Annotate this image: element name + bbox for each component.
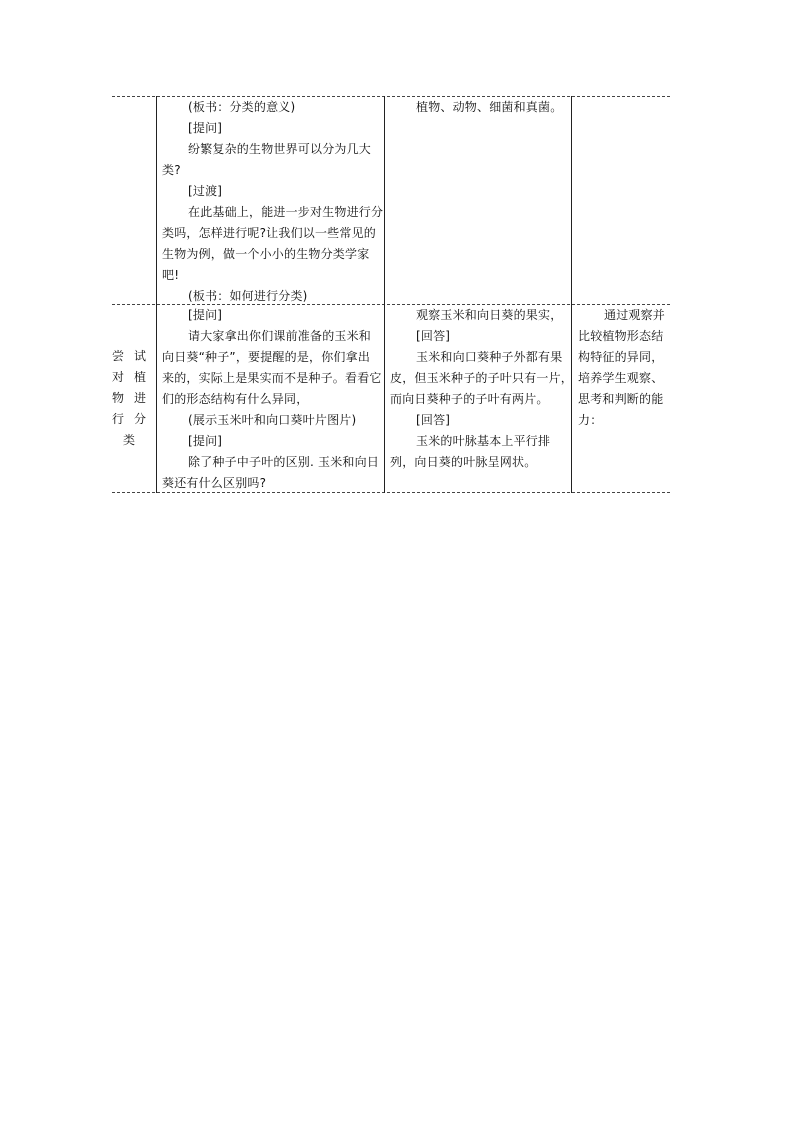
text-line: 生物为例，做一个小小的生物分类学家 <box>162 247 370 261</box>
text-line: 在此基础上，能进一步对生物进行分 <box>188 205 384 219</box>
board-note-line: (板书：如何进行分类) <box>188 289 308 303</box>
stage-label-line: 类 <box>122 433 145 447</box>
text-line: 们的形态结构有什么异同， <box>162 392 309 406</box>
row2-design-intent-cell <box>578 305 670 431</box>
image-note-line: (展示玉米叶和向口葵叶片图片) <box>188 413 357 427</box>
text-line: 请大家拿出你们课前准备的玉米和 <box>188 329 372 343</box>
text-line: 而向日葵种子的子叶有两片。 <box>390 392 549 406</box>
text-line: 除了种子中子叶的区别. 玉米和向日 <box>188 455 380 469</box>
prompt-label: [提问] <box>188 434 223 448</box>
text-line: 向日葵“种子”，要提醒的是，你们拿出 <box>162 350 371 364</box>
row1-teacher-activity-cell <box>162 97 382 307</box>
row2-stage-cell <box>112 346 156 451</box>
stage-label-line: 对植 <box>112 370 157 384</box>
text-line: 思考和判断的能 <box>578 392 664 406</box>
board-note-line: (板书：分类的意义) <box>188 100 296 114</box>
text-line: 纷繁复杂的生物世界可以分为几大 <box>188 142 372 156</box>
text-line: 皮，但玉米种子的子叶只有一片， <box>390 371 574 385</box>
stage-label-line: 行分 <box>112 412 157 426</box>
text-line: 列，向日葵的叶脉呈网状。 <box>390 455 537 469</box>
text-line: 构特征的异同， <box>578 350 664 364</box>
row2-teacher-activity-cell <box>162 305 382 494</box>
stage-label-line: 物进 <box>112 391 157 405</box>
text-line: 葵还有什么区别吗? <box>162 476 267 490</box>
text-line: 观察玉米和向日葵的果实， <box>416 308 563 322</box>
text-line: 吧! <box>162 268 180 282</box>
prompt-label: [提问] <box>188 308 223 322</box>
answer-label: [回答] <box>416 329 451 343</box>
text-line: 比较植物形态结 <box>578 329 664 343</box>
text-line: 力： <box>578 413 603 427</box>
text-line: 来的，实际上是果实而不是种子。看看它 <box>162 371 382 385</box>
row1-student-activity-cell <box>390 97 568 118</box>
column-divider-3 <box>571 96 572 493</box>
text-line: 类吗，怎样进行呢?让我们以一些常见的 <box>162 226 376 240</box>
text-line: 玉米的叶脉基本上平行排 <box>416 434 551 448</box>
column-divider-1 <box>156 96 157 493</box>
text-line: 玉米和向口葵种子外都有果 <box>416 350 563 364</box>
text-line: 类? <box>162 163 181 177</box>
lesson-plan-table <box>112 96 670 493</box>
row2-student-activity-cell <box>390 305 574 473</box>
prompt-label: [提问] <box>188 121 223 135</box>
column-divider-2 <box>384 96 385 493</box>
transition-label: [过渡] <box>188 184 223 198</box>
text-line: 通过观察并 <box>604 308 666 322</box>
answer-label: [回答] <box>416 413 451 427</box>
stage-label-line: 尝试 <box>112 349 157 363</box>
text-line: 培养学生观察、 <box>578 371 664 385</box>
text-line: 植物、动物、细菌和真菌。 <box>416 100 563 114</box>
